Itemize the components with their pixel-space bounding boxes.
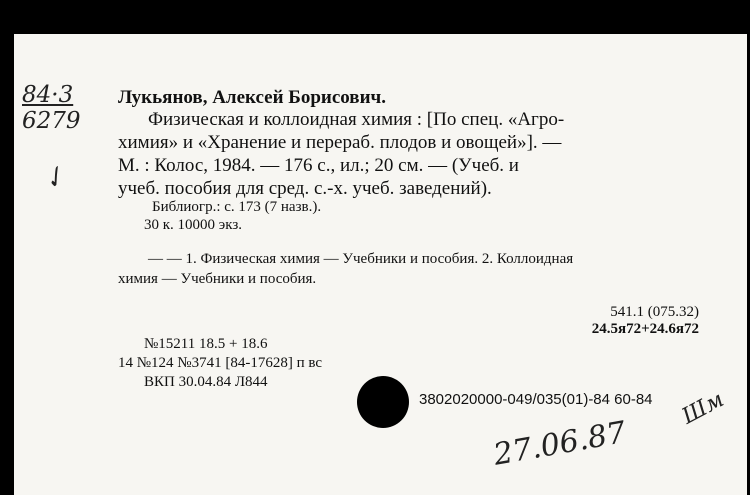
handwritten-date: 27.06.87 (490, 415, 629, 473)
description-line-2: химия» и «Хранение и перераб. плодов и овощей»]. — (118, 132, 562, 153)
description-line-4: учеб. пособия для сред. с.-х. учеб. заведений). (118, 178, 492, 199)
card-punch-hole (357, 376, 409, 428)
bibliography-note: Библиогр.: с. 173 (7 назв.). (152, 199, 322, 215)
subject-line-2: химия — Учебники и пособия. (118, 271, 317, 287)
price-and-run: 30 к. 10000 экз. (144, 217, 242, 233)
record-line-1: №15211 18.5 + 18.6 (144, 336, 268, 352)
record-line-3: ВКП 30.04.84 Л844 (144, 374, 268, 390)
author-heading: Лукьянов, Алексей Борисович. (118, 87, 386, 108)
record-line-2: 14 №124 №3741 [84-17628] п вс (118, 355, 323, 371)
subject-line-1: — — 1. Физическая химия — Учебники и пособия. 2. Коллоидная (148, 251, 574, 267)
bbk-code: 24.5я72+24.6я72 (591, 321, 699, 337)
description-line-1: Физическая и коллоидная химия : [По спец. «Агро- (148, 109, 565, 130)
call-number-bottom: 6279 (22, 108, 81, 134)
call-number-top: 84·3 (22, 82, 74, 108)
handwritten-initials: Шм (678, 387, 729, 430)
margin-handwritten-mark: ✓ (36, 160, 73, 198)
udc-code: 541.1 (075.32) (610, 304, 699, 320)
isbn-line: 3802020000-049/035(01)-84 60-84 (419, 391, 653, 408)
description-line-3: М. : Колос, 1984. — 176 с., ил.; 20 см. — (Учеб. и (118, 155, 519, 176)
catalog-card (14, 34, 747, 495)
